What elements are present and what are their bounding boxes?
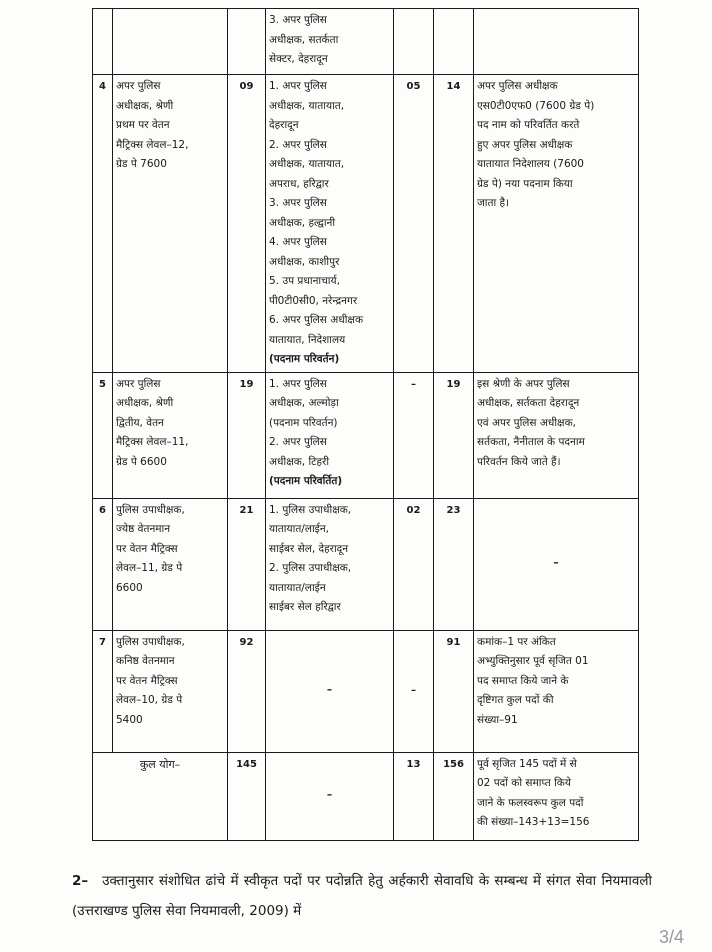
table-row [93,372,639,498]
grand-total: 156 [434,752,474,840]
total-count: 19 [434,372,474,498]
total-count: 23 [434,498,474,630]
remark [474,9,639,75]
added-count: – [394,630,434,752]
table-total-row [93,752,639,840]
post-name: अपर पुलिस अधीक्षक, श्रेणी द्वितीय, वेतन मैट्रिक्स लेवल–11, ग्रेड पे 6600 [113,372,228,498]
existing-count: 19 [228,372,266,498]
remark: – [474,498,639,630]
serial-number: 5 [93,372,113,498]
added-count: 05 [394,75,434,373]
added-count [394,9,434,75]
serial-number [93,9,113,75]
added-count-total: 13 [394,752,434,840]
paragraph-number: 2– [72,873,89,889]
added-count: – [394,372,434,498]
post-name: अपर पुलिस अधीक्षक, श्रेणी प्रथम पर वेतन मैट्रिक्स लेवल–12, ग्रेड पे 7600 [113,75,228,373]
paragraph-text: उक्तानुसार संशोधित ढांचे में स्वीकृत पदों पर पदोन्नति हेतु अर्हकारी सेवावधि के सम्बन्ध में संगत सेवा नियमावली (उत्तराखण्ड पुलिस सेवा नियमावली, 2009) में [72,873,652,919]
post-name: पुलिस उपाधीक्षक, ज्येष्ठ वेतनमान पर वेतन मैट्रिक्स लेवल–11, ग्रेड पे 6600 [113,498,228,630]
total-remark: पूर्व सृजित 145 पदों में से 02 पदों को समाप्त किये जाने के फलस्वरूप कुल पदों की संख्या–143+13=156 [474,752,639,840]
posts-table [92,8,639,841]
designation-list [266,75,394,373]
designation-text: 1. पुलिस उपाधीक्षक, यातायात/लाईन, साईबर सेल, देहरादून 2. पुलिस उपाधीक्षक, यातायात/लाईन साईबर सेल हरिद्वार [269,503,352,613]
remark: इस श्रेणी के अपर पुलिस अधीक्षक, सर्तकता देहरादून एवं अपर पुलिस अधीक्षक, सर्तकता, नैनीताल के पदनाम परिवर्तन किये जाते हैं। [474,372,639,498]
existing-count-total: 145 [228,752,266,840]
existing-count: 21 [228,498,266,630]
table-row [93,9,639,75]
added-count: 02 [394,498,434,630]
total-count [434,9,474,75]
table-row [93,75,639,373]
remark: अपर पुलिस अधीक्षक एस0टी0एफ0 (7600 ग्रेड पे) पद नाम को परिवर्तित करते हुए अपर पुलिस अधीक्षक यातायात निदेशालय (7600 ग्रेड पे) नया पदनाम किया जाता है। [474,75,639,373]
page-number: 3/4 [658,927,684,947]
existing-count: 09 [228,75,266,373]
designation-note: (पदनाम परिवर्तित) [269,475,343,487]
total-label: कुल योग– [93,752,228,840]
table-row [93,630,639,752]
total-count: 91 [434,630,474,752]
remark: कमांक–1 पर अंकित अभ्युक्तिनुसार पूर्व सृजित 01 पद समाप्त किये जाने के दृष्टिगत कुल पदों की संख्या–91 [474,630,639,752]
post-name [113,9,228,75]
designation-text: 1. अपर पुलिस अधीक्षक, यातायात, देहरादून 2. अपर पुलिस अधीक्षक, यातायात, अपराध, हरिद्वार 3. अपर पुलिस अधीक्षक, हल्द्वानी 4. अपर पुलिस अधीक्षक, काशीपुर 5. उप प्रधानाचार्य, पी0टी0सी0, नरेन्द्रनगर 6. अपर पुलिस अधीक्षक यातायात, निदेशालय [269,80,364,346]
designation-text: 1. अपर पुलिस अधीक्षक, अल्मोड़ा (पदनाम परिवर्तन) 2. अपर पुलिस अधीक्षक, टिहरी [269,377,339,468]
designation-list [266,630,394,752]
serial-number: 4 [93,75,113,373]
designation-list [266,372,394,498]
table-row [93,498,639,630]
designation-list [266,9,394,75]
designation-total: – [266,752,394,840]
existing-count: 92 [228,630,266,752]
total-count: 14 [434,75,474,373]
designation-note: (पदनाम परिवर्तन) [269,353,340,365]
existing-count [228,9,266,75]
post-name: पुलिस उपाधीक्षक, कनिष्ठ वेतनमान पर वेतन मैट्रिक्स लेवल–10, ग्रेड पे 5400 [113,630,228,752]
designation-text: 3. अपर पुलिस अधीक्षक, सतर्कता सेक्टर, देहरादून [269,14,339,65]
serial-number: 7 [93,630,113,752]
serial-number: 6 [93,498,113,630]
paragraph-2 [72,866,652,926]
designation-text: – [326,684,333,697]
designation-list [266,498,394,630]
